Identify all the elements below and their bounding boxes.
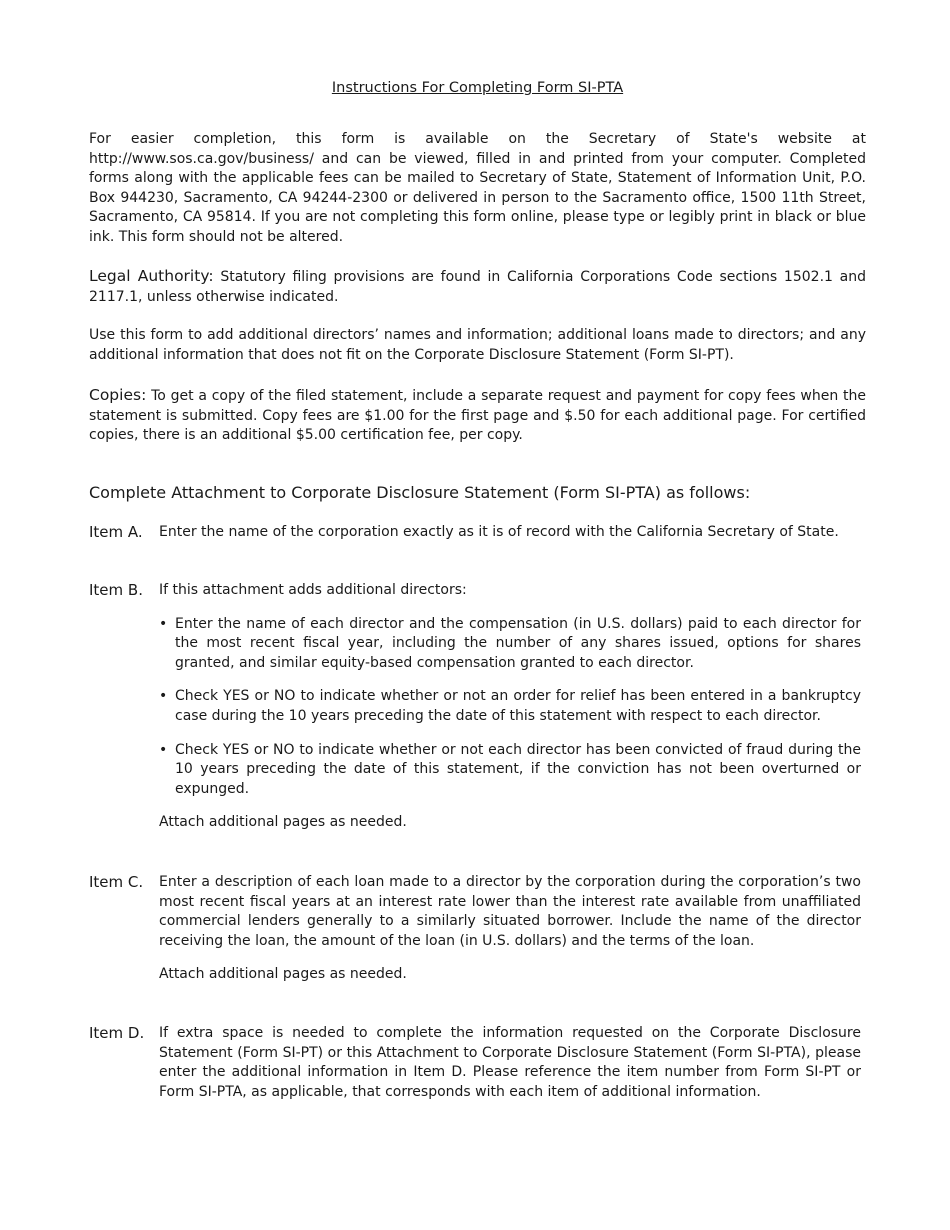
legal-authority-paragraph xyxy=(89,267,866,307)
item-c-label: Item C. xyxy=(89,873,144,891)
item-b-label: Item B. xyxy=(89,581,143,599)
item-c-body xyxy=(159,873,861,985)
item-d-label: Item D. xyxy=(89,1024,145,1042)
item-b xyxy=(89,581,861,833)
copies-text: To get a copy of the filed statement, include a separate request and payment for copy fees when the statement is submitted. Copy fees are $1.00 for the first page and $.50 for each additional page. For certified copies, there is an additional $5.00 certification fee, per copy. xyxy=(89,388,866,444)
item-b-intro: If this attachment adds additional directors: xyxy=(159,582,467,598)
item-d xyxy=(89,1024,861,1102)
legal-authority-label: Legal Authority: xyxy=(89,267,214,285)
list-item: • Check YES or NO to indicate whether or not an order for relief has been entered in a bankruptcy case during the 10 years preceding the date of this statement with respect to each director. xyxy=(159,688,861,724)
copies-label: Copies: xyxy=(89,386,147,404)
item-b-body xyxy=(159,581,861,833)
bullet-icon: • xyxy=(159,688,168,705)
complete-heading: Complete Attachment to Corporate Disclosure Statement (Form SI-PTA) as follows: xyxy=(89,483,751,502)
item-b-attach-note: Attach additional pages as needed. xyxy=(159,814,407,831)
item-c-text: Enter a description of each loan made to a director by the corporation during the corporation’s two most recent fiscal years at an interest rate lower than the interest rate available from unaffiliated commercial lenders generally to a similarly situated borrower. Include the name of the director receiving the loan, the amount of the loan (in U.S. dollars) and the terms of the loan. xyxy=(159,874,861,949)
bullet-icon: • xyxy=(159,615,168,632)
item-d-text: If extra space is needed to complete the information requested on the Corporate Disclosure Statement (Form SI-PT) or this Attachment to Corporate Disclosure Statement (Form SI-PTA), please enter the additional information in Item D. Please reference the item number from Form SI-PT or Form SI-PTA, as applicable, that corresponds with each item of additional information. xyxy=(159,1025,861,1100)
item-a xyxy=(89,523,861,543)
intro-paragraph: For easier completion, this form is available on the Secretary of State's website at http://www.sos.ca.gov/business/ and can be viewed, filled in and printed from your computer. Completed forms along with the applicable fees can be mailed to Secretary of State, Statement of Information Unit, P.O. Box 944230, Sacramento, CA 94244-2300 or delivered in person to the Sacramento office, 1500 11th Street, Sacramento, CA 95814. If you are not completing this form online, please type or legibly print in black or blue ink. This form should not be altered. xyxy=(89,131,866,245)
item-c xyxy=(89,873,861,985)
list-item: • Check YES or NO to indicate whether or not each director has been convicted of fraud during the 10 years preceding the date of this statement, if the conviction has not been overturned or expunged. xyxy=(159,741,861,797)
item-b-bullet-list xyxy=(159,615,861,800)
copies-paragraph xyxy=(89,386,866,446)
bullet-icon: • xyxy=(159,741,168,758)
page-title: Instructions For Completing Form SI-PTA xyxy=(331,80,624,96)
list-item: • Enter the name of each director and the compensation (in U.S. dollars) paid to each director for the most recent fiscal year, including the number of any shares issued, options for shares granted, and similar equity-based compensation granted to each director. xyxy=(159,615,861,671)
item-a-label: Item A. xyxy=(89,523,143,541)
item-c-attach-note: Attach additional pages as needed. xyxy=(159,966,407,983)
usage-paragraph: Use this form to add additional directors’ names and information; additional loans made to directors; and any additional information that does not fit on the Corporate Disclosure Statement (Form SI-PT). xyxy=(89,327,866,363)
legal-authority-text: Statutory filing provisions are found in California Corporations Code sections 1502.1 and 2117.1, unless otherwise indicated. xyxy=(89,269,866,305)
item-a-text: Enter the name of the corporation exactly as it is of record with the California Secretary of State. xyxy=(159,524,839,540)
